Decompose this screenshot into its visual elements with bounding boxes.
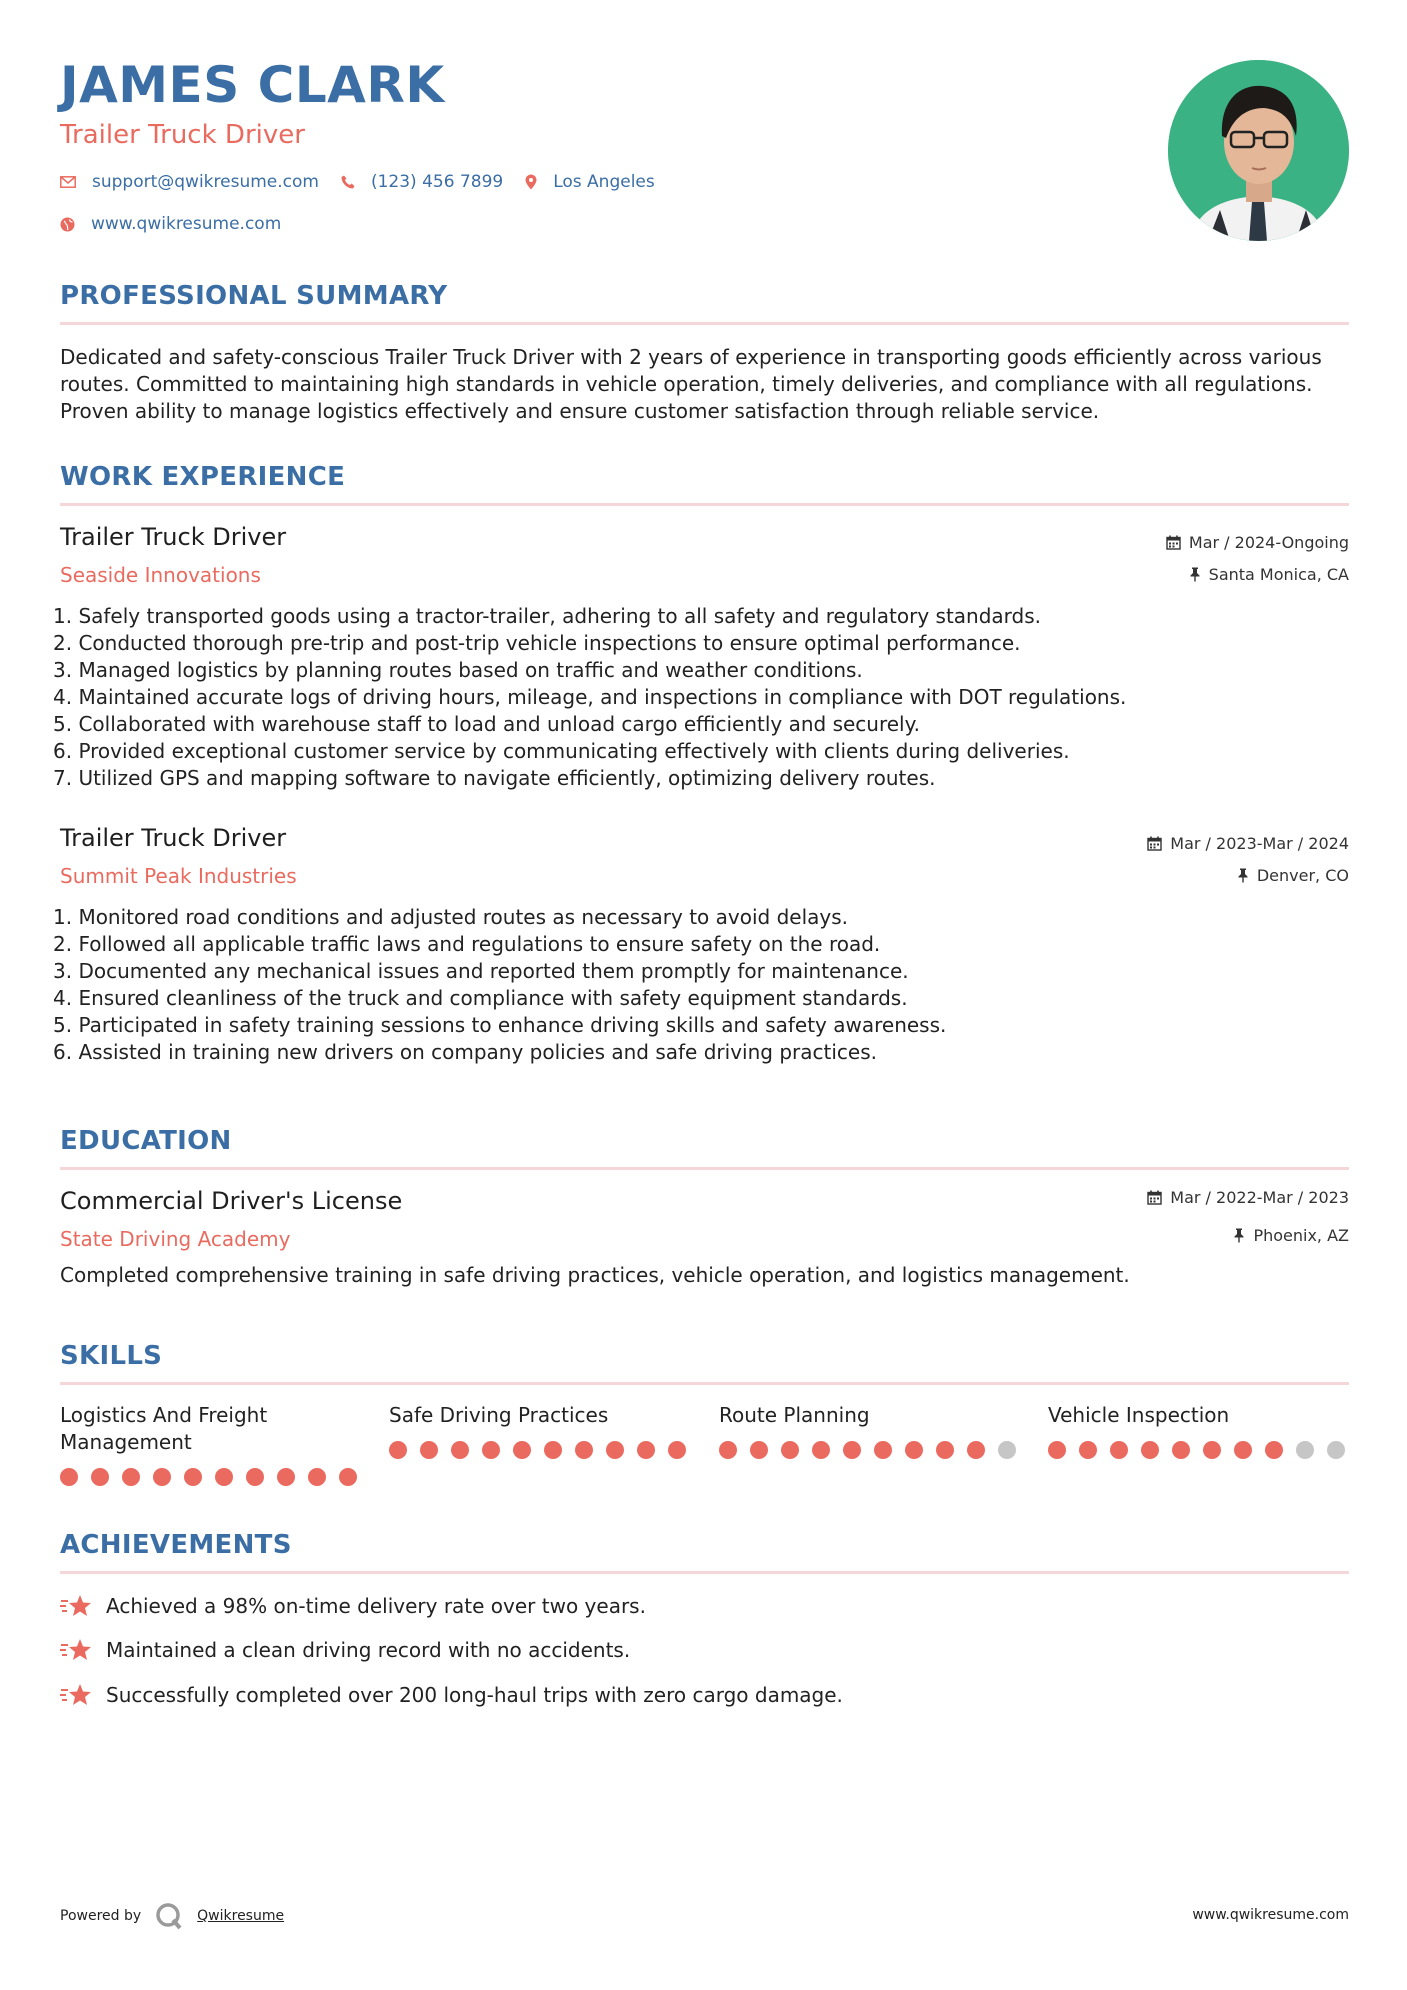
section-divider	[60, 322, 1349, 325]
contact-row-secondary	[60, 214, 303, 234]
section-divider	[60, 1571, 1349, 1574]
section-title-skills: SKILLS	[60, 1341, 163, 1371]
skill-rating	[389, 1441, 699, 1459]
rating-dot-filled	[719, 1441, 737, 1459]
rating-dot-filled	[750, 1441, 768, 1459]
education-description: Completed comprehensive training in safe driving practices, vehicle operation, and logistics management.	[60, 1263, 1130, 1287]
section-title-achievements: ACHIEVEMENTS	[60, 1530, 292, 1560]
education-school: State Driving Academy	[60, 1227, 291, 1251]
globe-icon	[60, 217, 75, 232]
summary-text: Dedicated and safety-conscious Trailer Truck Driver with 2 years of experience in transporting goods efficiently across various routes. Committed to maintaining high standards in vehicle operation, timely deliveries, and compliance with all regulations. Proven ability to manage logistics effectively and ensure customer satisfaction through reliable service.	[60, 345, 1322, 423]
job-company: Summit Peak Industries	[60, 864, 297, 888]
skill-item	[389, 1402, 689, 1429]
contact-row-primary	[60, 172, 677, 192]
rating-dot-filled	[339, 1468, 357, 1486]
job-location	[1237, 866, 1349, 885]
skill-rating	[60, 1468, 370, 1486]
skill-item	[719, 1402, 1019, 1429]
section-divider	[60, 1382, 1349, 1385]
job-title: Trailer Truck Driver	[60, 523, 287, 551]
section-title-summary: PROFESSIONAL SUMMARY	[60, 281, 448, 311]
contact-website[interactable]	[60, 214, 281, 234]
section-title-education: EDUCATION	[60, 1126, 232, 1156]
list-item: 2. Followed all applicable traffic laws and regulations to ensure safety on the road.	[53, 932, 881, 956]
map-pin-icon	[525, 174, 537, 190]
job-location	[1189, 565, 1349, 584]
website-text: www.qwikresume.com	[91, 214, 282, 234]
rating-dot-filled	[91, 1468, 109, 1486]
list-item: 6. Assisted in training new drivers on company policies and safe driving practices.	[53, 1040, 877, 1064]
calendar-icon	[1166, 535, 1181, 550]
rating-dot-filled	[451, 1441, 469, 1459]
rating-dot-filled	[874, 1441, 892, 1459]
list-item: 2. Conducted thorough pre-trip and post-trip vehicle inspections to ensure optimal performance.	[53, 631, 1021, 655]
skill-rating	[1048, 1441, 1358, 1459]
rating-dot-empty	[1296, 1441, 1314, 1459]
achievement-item	[60, 1593, 646, 1619]
rating-dot-filled	[1265, 1441, 1283, 1459]
rating-dot-filled	[153, 1468, 171, 1486]
rating-dot-filled	[277, 1468, 295, 1486]
rating-dot-filled	[513, 1441, 531, 1459]
star-icon	[60, 1637, 92, 1663]
list-item: 4. Ensured cleanliness of the truck and compliance with safety equipment standards.	[53, 986, 908, 1010]
pushpin-icon	[1189, 567, 1201, 582]
rating-dot-filled	[1172, 1441, 1190, 1459]
candidate-role: Trailer Truck Driver	[60, 120, 305, 150]
skill-item	[1048, 1402, 1348, 1429]
rating-dot-filled	[60, 1468, 78, 1486]
rating-dot-filled	[905, 1441, 923, 1459]
pushpin-icon	[1237, 868, 1249, 883]
education-degree: Commercial Driver's License	[60, 1187, 403, 1215]
rating-dot-filled	[812, 1441, 830, 1459]
skill-item	[60, 1402, 360, 1456]
education-dates	[1147, 1188, 1349, 1207]
education-location-text: Phoenix, AZ	[1253, 1226, 1349, 1245]
phone-text: (123) 456 7899	[370, 172, 504, 192]
rating-dot-filled	[122, 1468, 140, 1486]
rating-dot-filled	[936, 1441, 954, 1459]
rating-dot-filled	[575, 1441, 593, 1459]
star-icon	[60, 1682, 92, 1708]
pushpin-icon	[1233, 1228, 1245, 1243]
location-text: Los Angeles	[553, 172, 655, 192]
skill-name: Logistics And Freight Management	[60, 1403, 268, 1454]
rating-dot-filled	[637, 1441, 655, 1459]
rating-dot-empty	[998, 1441, 1016, 1459]
skill-rating	[719, 1441, 1029, 1459]
rating-dot-filled	[1141, 1441, 1159, 1459]
job-responsibilities	[53, 603, 1126, 792]
rating-dot-filled	[843, 1441, 861, 1459]
rating-dot-filled	[1079, 1441, 1097, 1459]
list-item: 6. Provided exceptional customer service by communicating effectively with clients during deliveries.	[53, 739, 1070, 763]
section-divider	[60, 1167, 1349, 1170]
achievement-text: Maintained a clean driving record with no accidents.	[106, 1638, 631, 1662]
candidate-name: JAMES CLARK	[60, 56, 445, 114]
avatar-illustration	[1168, 60, 1349, 241]
list-item: 1. Monitored road conditions and adjusted routes as necessary to avoid delays.	[53, 905, 848, 929]
rating-dot-filled	[246, 1468, 264, 1486]
rating-dot-filled	[389, 1441, 407, 1459]
qwikresume-logo-icon	[155, 1902, 183, 1930]
email-text: support@qwikresume.com	[92, 172, 319, 192]
job-dates	[1166, 533, 1349, 552]
list-item: 3. Documented any mechanical issues and reported them promptly for maintenance.	[53, 959, 909, 983]
calendar-icon	[1147, 1190, 1162, 1205]
rating-dot-filled	[420, 1441, 438, 1459]
achievement-text: Achieved a 98% on-time delivery rate over two years.	[106, 1594, 646, 1618]
job-location-text: Denver, CO	[1256, 866, 1349, 885]
rating-dot-filled	[1110, 1441, 1128, 1459]
rating-dot-filled	[215, 1468, 233, 1486]
profile-photo	[1168, 60, 1349, 241]
contact-location	[525, 172, 655, 192]
achievement-item	[60, 1682, 843, 1708]
achievement-text: Successfully completed over 200 long-haul trips with zero cargo damage.	[106, 1683, 843, 1707]
footer-powered-by	[60, 1902, 284, 1930]
education-location	[1233, 1226, 1349, 1245]
achievement-item	[60, 1637, 630, 1663]
list-item: 7. Utilized GPS and mapping software to navigate efficiently, optimizing delivery routes.	[53, 766, 936, 790]
skill-name: Vehicle Inspection	[1048, 1403, 1230, 1427]
skill-name: Safe Driving Practices	[389, 1403, 609, 1427]
rating-dot-filled	[308, 1468, 326, 1486]
rating-dot-filled	[606, 1441, 624, 1459]
skill-name: Route Planning	[719, 1403, 870, 1427]
list-item: 3. Managed logistics by planning routes based on traffic and weather conditions.	[53, 658, 863, 682]
email-icon	[60, 176, 76, 188]
qwikresume-link[interactable]: Qwikresume	[197, 1908, 285, 1924]
list-item: 4. Maintained accurate logs of driving hours, mileage, and inspections in compliance with DOT regulations.	[53, 685, 1127, 709]
list-item: 1. Safely transported goods using a tractor-trailer, adhering to all safety and regulatory standards.	[53, 604, 1042, 628]
job-responsibilities	[53, 904, 946, 1066]
rating-dot-filled	[1234, 1441, 1252, 1459]
phone-icon	[341, 175, 355, 189]
rating-dot-filled	[1048, 1441, 1066, 1459]
rating-dot-filled	[482, 1441, 500, 1459]
powered-by-label: Powered by	[60, 1908, 142, 1924]
list-item: 5. Participated in safety training sessions to enhance driving skills and safety awareness.	[53, 1013, 947, 1037]
job-title: Trailer Truck Driver	[60, 824, 287, 852]
rating-dot-filled	[967, 1441, 985, 1459]
job-dates-text: Mar / 2023-Mar / 2024	[1170, 834, 1349, 853]
job-company: Seaside Innovations	[60, 563, 261, 587]
section-divider	[60, 503, 1349, 506]
star-icon	[60, 1593, 92, 1619]
job-location-text: Santa Monica, CA	[1208, 565, 1349, 584]
rating-dot-empty	[1327, 1441, 1345, 1459]
job-dates-text: Mar / 2024-Ongoing	[1188, 533, 1349, 552]
rating-dot-filled	[781, 1441, 799, 1459]
contact-email[interactable]	[60, 172, 319, 192]
education-dates-text: Mar / 2022-Mar / 2023	[1170, 1188, 1349, 1207]
rating-dot-filled	[184, 1468, 202, 1486]
rating-dot-filled	[1203, 1441, 1221, 1459]
section-title-experience: WORK EXPERIENCE	[60, 462, 346, 492]
job-dates	[1147, 834, 1349, 853]
rating-dot-filled	[544, 1441, 562, 1459]
list-item: 5. Collaborated with warehouse staff to load and unload cargo efficiently and securely.	[53, 712, 920, 736]
rating-dot-filled	[668, 1441, 686, 1459]
contact-phone[interactable]	[341, 172, 503, 192]
footer-website[interactable]: www.qwikresume.com	[1192, 1907, 1349, 1923]
calendar-icon	[1147, 836, 1162, 851]
